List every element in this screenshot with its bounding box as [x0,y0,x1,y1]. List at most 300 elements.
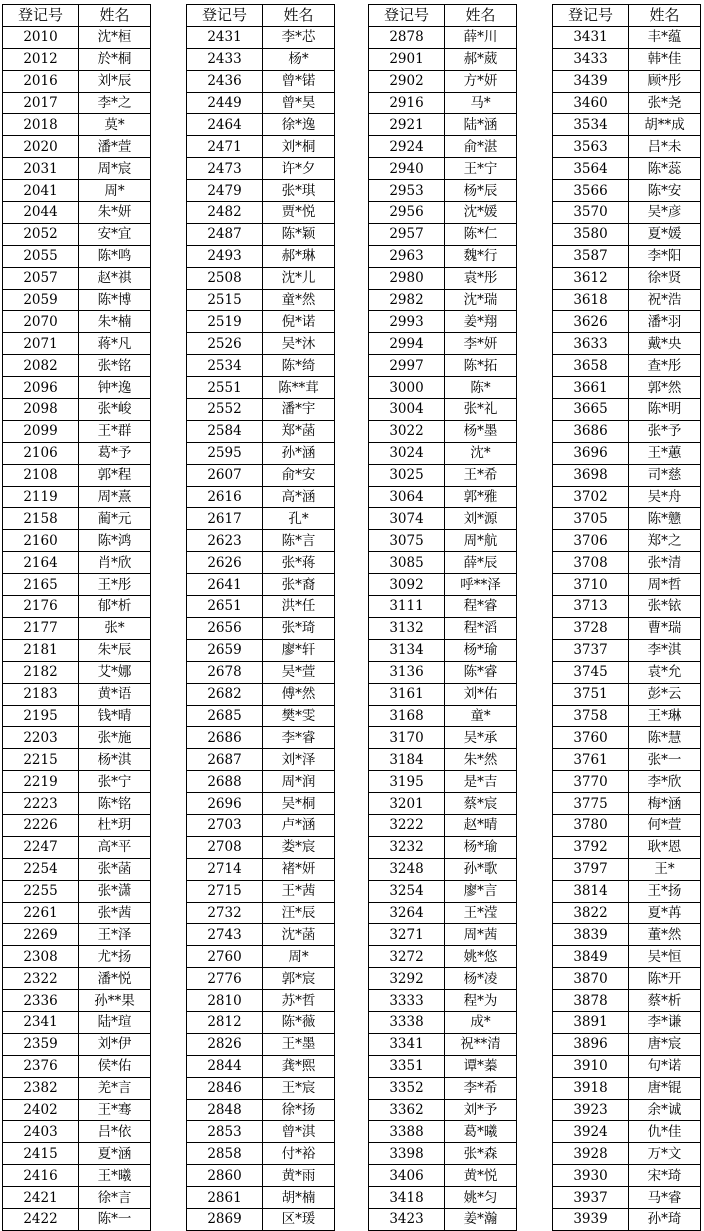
table-row [187,705,335,727]
reg-number-cell: 2607 [187,464,263,486]
reg-number-cell: 3612 [553,267,629,289]
table-row [369,26,517,48]
registration-table-4 [552,4,701,1231]
table-row [369,442,517,464]
table-row [553,158,701,180]
reg-number-cell: 2551 [187,377,263,399]
name-cell: 戴*央 [629,333,701,355]
table-row [553,114,701,136]
name-cell: 尤*扬 [79,946,151,968]
name-cell: 周*航 [445,530,517,552]
table-row [3,946,151,968]
reg-number-cell: 2616 [187,486,263,508]
reg-number-cell: 2106 [3,442,79,464]
table-row [553,245,701,267]
table-row [553,1055,701,1077]
name-cell: 陈*铭 [79,793,151,815]
reg-number-cell: 3633 [553,333,629,355]
reg-number-cell: 3792 [553,836,629,858]
reg-number-cell: 2261 [3,902,79,924]
reg-number-cell: 3564 [553,158,629,180]
table-row [187,1077,335,1099]
reg-number-cell: 2176 [3,596,79,618]
reg-number-cell: 2402 [3,1099,79,1121]
table-header-row [3,5,151,27]
name-cell: 朱*辰 [79,639,151,661]
table-row [3,377,151,399]
name-cell: 仇*佳 [629,1121,701,1143]
table-row [187,377,335,399]
name-cell: 何*萱 [629,814,701,836]
name-cell: 吕*依 [79,1121,151,1143]
name-cell: 郭*宸 [263,968,335,990]
name-cell: 童* [445,705,517,727]
name-cell: 张*森 [445,1143,517,1165]
name-cell: 陈*睿 [445,661,517,683]
name-cell: 童*然 [263,289,335,311]
table-row [3,223,151,245]
table-row [3,902,151,924]
name-cell: 莫* [79,114,151,136]
name-cell: 王*彤 [79,574,151,596]
table-row [3,486,151,508]
table-row [369,858,517,880]
reg-number-cell: 2031 [3,158,79,180]
table-row [369,530,517,552]
table-row [369,705,517,727]
name-cell: 王*蕙 [629,442,701,464]
name-cell: 张*菡 [79,858,151,880]
name-cell: 宋*琦 [629,1165,701,1187]
table-row [3,1077,151,1099]
reg-number-cell: 2861 [187,1187,263,1209]
name-cell: 张*宁 [79,771,151,793]
reg-number-cell: 2108 [3,464,79,486]
table-row [553,574,701,596]
name-cell: 王*宁 [445,158,517,180]
reg-number-cell: 2902 [369,70,445,92]
registration-table-2 [186,4,335,1231]
name-cell: 蔡*析 [629,990,701,1012]
table-row [369,749,517,771]
table-row [553,289,701,311]
name-cell: 傅*然 [263,683,335,705]
reg-number-cell: 3849 [553,946,629,968]
reg-number-cell: 2526 [187,333,263,355]
name-cell: 夏*媛 [629,223,701,245]
reg-number-cell: 2421 [3,1187,79,1209]
reg-number-cell: 3758 [553,705,629,727]
table-row [553,836,701,858]
name-cell: 周*润 [263,771,335,793]
name-cell: 王*骞 [79,1099,151,1121]
reg-number-cell: 3710 [553,574,629,596]
table-row [3,399,151,421]
reg-number-cell: 2869 [187,1208,263,1230]
reg-number-cell: 2686 [187,727,263,749]
reg-number-cell: 3745 [553,661,629,683]
name-cell: 黄*雨 [263,1165,335,1187]
reg-number-cell: 3728 [553,617,629,639]
name-cell: 刘*伊 [79,1033,151,1055]
reg-number-cell: 3085 [369,552,445,574]
table-row [187,333,335,355]
name-cell: 胡**成 [629,114,701,136]
table-row [3,880,151,902]
reg-number-cell: 2623 [187,530,263,552]
table-row [553,464,701,486]
reg-number-cell: 3075 [369,530,445,552]
reg-number-cell: 2860 [187,1165,263,1187]
reg-number-cell: 2953 [369,180,445,202]
table-row [3,530,151,552]
table-row [3,136,151,158]
reg-number-cell: 3923 [553,1099,629,1121]
reg-number-cell: 3918 [553,1077,629,1099]
name-cell: 彭*云 [629,683,701,705]
reg-number-cell: 2160 [3,530,79,552]
table-row [369,1165,517,1187]
table-row [369,486,517,508]
table-row [553,136,701,158]
name-cell: 吴*桐 [263,793,335,815]
table-row [369,574,517,596]
name-cell: 区*瑗 [263,1208,335,1230]
reg-number-cell: 2247 [3,836,79,858]
reg-number-cell: 3351 [369,1055,445,1077]
table-row [553,355,701,377]
reg-number-cell: 2956 [369,202,445,224]
reg-number-cell: 2471 [187,136,263,158]
name-cell: 朱*妍 [79,202,151,224]
name-cell: 李*芯 [263,26,335,48]
reg-number-cell: 3708 [553,552,629,574]
reg-number-cell: 2534 [187,355,263,377]
table-row [3,1011,151,1033]
reg-number-cell: 2433 [187,48,263,70]
table-row [369,1121,517,1143]
table-row [553,26,701,48]
table-row [553,858,701,880]
name-cell: 郑*菡 [263,420,335,442]
table-row [3,355,151,377]
name-cell: 沈*桓 [79,26,151,48]
name-header: 姓名 [263,5,335,27]
table-row [187,793,335,815]
table-row [187,814,335,836]
name-cell: 张*铱 [629,596,701,618]
name-cell: 陈*鸿 [79,530,151,552]
name-cell: 张*施 [79,727,151,749]
reg-number-cell: 2846 [187,1077,263,1099]
name-cell: 袁*允 [629,661,701,683]
table-row [369,136,517,158]
reg-number-cell: 2997 [369,355,445,377]
reg-number-cell: 2403 [3,1121,79,1143]
table-row [187,1099,335,1121]
name-cell: 杨*淇 [79,749,151,771]
name-cell: 肖*欣 [79,552,151,574]
name-cell: 许*夕 [263,158,335,180]
reg-no-header: 登记号 [187,5,263,27]
reg-number-cell: 3406 [369,1165,445,1187]
name-cell: 王*墨 [263,1033,335,1055]
reg-number-cell: 3924 [553,1121,629,1143]
name-cell: 高*平 [79,836,151,858]
reg-number-cell: 2848 [187,1099,263,1121]
reg-number-cell: 3232 [369,836,445,858]
reg-number-cell: 3460 [553,92,629,114]
reg-number-cell: 2626 [187,552,263,574]
reg-number-cell: 3398 [369,1143,445,1165]
reg-number-cell: 3713 [553,596,629,618]
name-cell: 祝*浩 [629,289,701,311]
name-cell: 樊*雯 [263,705,335,727]
table-row [369,399,517,421]
name-cell: 姜*瀚 [445,1208,517,1230]
table-row [3,1208,151,1230]
name-cell: 李*阳 [629,245,701,267]
table-row [187,464,335,486]
reg-number-cell: 3195 [369,771,445,793]
name-cell: 郭*雅 [445,486,517,508]
table-row [187,1121,335,1143]
reg-number-cell: 3423 [369,1208,445,1230]
table-row [3,180,151,202]
reg-number-cell: 2376 [3,1055,79,1077]
reg-number-cell: 2651 [187,596,263,618]
name-cell: 呼**泽 [445,574,517,596]
table-row [369,311,517,333]
reg-number-cell: 3064 [369,486,445,508]
table-row [187,158,335,180]
name-cell: 李*欣 [629,771,701,793]
reg-number-cell: 3839 [553,924,629,946]
reg-number-cell: 2826 [187,1033,263,1055]
table-row [553,442,701,464]
table-row [369,596,517,618]
name-cell: 杨*瑜 [445,639,517,661]
name-cell: 曹*瑞 [629,617,701,639]
reg-number-cell: 2041 [3,180,79,202]
table-row [3,311,151,333]
table-row [553,1165,701,1187]
name-cell: 陈*开 [629,968,701,990]
name-cell: 李*之 [79,92,151,114]
name-cell: 陈*博 [79,289,151,311]
name-cell: 程*睿 [445,596,517,618]
table-row [3,661,151,683]
reg-number-cell: 3092 [369,574,445,596]
reg-number-cell: 2595 [187,442,263,464]
name-cell: 潘*萱 [79,136,151,158]
table-row [369,1208,517,1230]
reg-number-cell: 3534 [553,114,629,136]
name-cell: 刘*桐 [263,136,335,158]
reg-number-cell: 2552 [187,399,263,421]
table-row [553,223,701,245]
name-cell: 李*睿 [263,727,335,749]
reg-number-cell: 2416 [3,1165,79,1187]
reg-number-cell: 2982 [369,289,445,311]
name-cell: 龚*熙 [263,1055,335,1077]
name-cell: 薛*川 [445,26,517,48]
name-cell: 郭*程 [79,464,151,486]
name-cell: 吴*舟 [629,486,701,508]
reg-number-cell: 2119 [3,486,79,508]
table-row [369,223,517,245]
name-cell: 钱*晴 [79,705,151,727]
reg-number-cell: 3939 [553,1208,629,1230]
reg-number-cell: 3161 [369,683,445,705]
reg-number-cell: 2071 [3,333,79,355]
reg-number-cell: 3658 [553,355,629,377]
table-row [3,1099,151,1121]
name-cell: 曾*锘 [263,70,335,92]
name-cell: 潘*宇 [263,399,335,421]
name-cell: 王*曦 [79,1165,151,1187]
name-cell: 侯*佑 [79,1055,151,1077]
table-row [187,836,335,858]
name-cell: 於*桐 [79,48,151,70]
name-cell: 姜*翔 [445,311,517,333]
table-row [187,1033,335,1055]
table-row [553,420,701,442]
table-row [187,311,335,333]
reg-number-cell: 2195 [3,705,79,727]
table-row [3,683,151,705]
reg-number-cell: 2994 [369,333,445,355]
name-cell: 蒋*凡 [79,333,151,355]
table-header-row [553,5,701,27]
table-row [553,661,701,683]
table-row [553,727,701,749]
table-row [3,727,151,749]
name-cell: 陈*一 [79,1208,151,1230]
name-cell: 郭*然 [629,377,701,399]
reg-number-cell: 2449 [187,92,263,114]
table-row [369,48,517,70]
table-row [3,771,151,793]
table-row [553,617,701,639]
name-cell: 陈*颖 [263,223,335,245]
name-cell: 孙**果 [79,990,151,1012]
table-row [3,705,151,727]
reg-no-header: 登记号 [369,5,445,27]
table-row [3,793,151,815]
name-cell: 陈*蕊 [629,158,701,180]
reg-number-cell: 3022 [369,420,445,442]
reg-number-cell: 3170 [369,727,445,749]
name-cell: 吴*承 [445,727,517,749]
name-cell: 王*希 [445,464,517,486]
table-row [187,355,335,377]
reg-number-cell: 2980 [369,267,445,289]
name-cell: 张*琪 [263,180,335,202]
table-row [553,552,701,574]
reg-number-cell: 2099 [3,420,79,442]
table-row [3,289,151,311]
reg-number-cell: 2308 [3,946,79,968]
name-cell: 陆*瑄 [79,1011,151,1033]
name-cell: 李*淇 [629,639,701,661]
reg-number-cell: 2678 [187,661,263,683]
table-row [187,1187,335,1209]
name-cell: 夏*涵 [79,1143,151,1165]
name-cell: 陈*安 [629,180,701,202]
reg-number-cell: 3168 [369,705,445,727]
reg-number-cell: 2812 [187,1011,263,1033]
table-row [187,530,335,552]
reg-number-cell: 3910 [553,1055,629,1077]
name-cell: 沈*儿 [263,267,335,289]
reg-number-cell: 2341 [3,1011,79,1033]
table-row [369,793,517,815]
name-cell: 张*裔 [263,574,335,596]
reg-number-cell: 2685 [187,705,263,727]
name-cell: 董*然 [629,924,701,946]
reg-number-cell: 2158 [3,508,79,530]
reg-number-cell: 2016 [3,70,79,92]
table-row [553,902,701,924]
table-row [369,836,517,858]
table-header-row [187,5,335,27]
name-cell: 耿*恩 [629,836,701,858]
reg-number-cell: 2703 [187,814,263,836]
table-row [3,552,151,574]
reg-number-cell: 2203 [3,727,79,749]
name-cell: 周*宸 [79,158,151,180]
reg-number-cell: 2182 [3,661,79,683]
reg-number-cell: 3272 [369,946,445,968]
table-row [187,1208,335,1230]
table-row [553,70,701,92]
table-row [369,355,517,377]
name-cell: 倪*诺 [263,311,335,333]
table-header-row [369,5,517,27]
name-cell: 陈* [445,377,517,399]
name-cell: 王*宸 [263,1077,335,1099]
table-row [369,464,517,486]
reg-number-cell: 2044 [3,202,79,224]
name-cell: 吴*萱 [263,661,335,683]
reg-number-cell: 2057 [3,267,79,289]
table-row [187,48,335,70]
table-row [187,683,335,705]
reg-number-cell: 3024 [369,442,445,464]
name-cell: 是*吉 [445,771,517,793]
reg-number-cell: 3333 [369,990,445,1012]
table-row [553,968,701,990]
name-cell: 黄*悦 [445,1165,517,1187]
reg-number-cell: 3264 [369,902,445,924]
table-row [369,1033,517,1055]
reg-number-cell: 2382 [3,1077,79,1099]
table-row [369,683,517,705]
reg-number-cell: 2519 [187,311,263,333]
reg-number-cell: 2359 [3,1033,79,1055]
reg-number-cell: 3891 [553,1011,629,1033]
table-row [187,202,335,224]
name-cell: 查*彤 [629,355,701,377]
table-row [187,617,335,639]
table-row [187,858,335,880]
reg-number-cell: 2844 [187,1055,263,1077]
table-row [187,574,335,596]
table-row [553,48,701,70]
name-cell: 安*宜 [79,223,151,245]
reg-number-cell: 3025 [369,464,445,486]
